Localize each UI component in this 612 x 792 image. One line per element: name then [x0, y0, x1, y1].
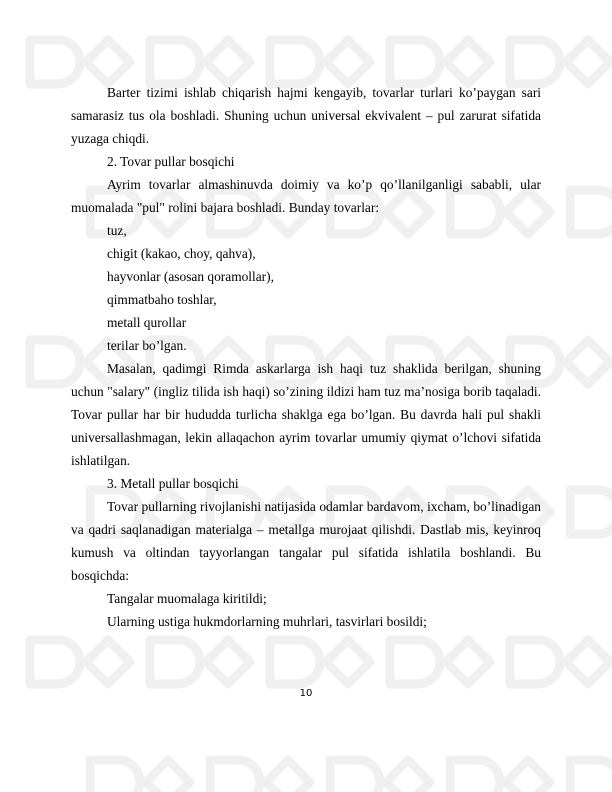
watermark-mark: [450, 760, 500, 792]
watermark-mark: [566, 40, 610, 84]
watermark-mark: [570, 190, 612, 234]
watermark-mark: [570, 760, 612, 792]
document-body: [71, 81, 541, 633]
watermark-mark: [270, 640, 320, 684]
paragraph-barter: Barter tizimi ishlab chiqarish hajmi kengayib, tovarlar turlari ko’paygan sari samarasiz tus ola boshladi. Shuning uchun universal ekvivalent – pul zarurat sifatida yuzaga chiqdi.: [71, 85, 541, 146]
list-item: terilar bo’lgan.: [107, 338, 187, 353]
watermark-mark: [566, 640, 610, 684]
heading-metall-pullar: 3. Metall pullar bosqichi: [107, 476, 239, 491]
paragraph-tovar-pullarning: Tovar pullarning rivojlanishi natijasida odamlar bardavom, ixcham, bo’linadigan va qadri saqlanadigan materialga – metallga murojaat qilishdi. Dastlab mis, keyinroq kumush va oltindan tayyorlangan tangalar pul sifatida ishlatila boshlandi. Bu bosqichda:: [71, 499, 541, 583]
paragraph-masalan: Masalan, qadimgi Rimda askarlarga ish haqi tuz shaklida berilgan, shuning uchun "salary" (ingliz tilida ish haqi) so’zining ildizi ham tuz ma’nosiga borib taqaladi. Tovar pullar har bir hududda turlicha shaklga ega bo’lgan. Bu davrda hali pul shakli universallashmagan, lekin allaqachon ayrim tovarlar umumiy qiymat o’lchovi sifatida ishlatilgan.: [71, 361, 541, 468]
watermark-mark: [446, 640, 490, 684]
watermark-mark: [270, 40, 320, 84]
list-item: hayvonlar (asosan qoramollar),: [107, 269, 274, 284]
page-number: 10: [299, 688, 313, 699]
watermark-mark: [210, 760, 260, 792]
list-item: metall qurollar: [107, 315, 187, 330]
watermark-mark: [326, 640, 370, 684]
heading-tovar-pullar: 2. Tovar pullar bosqichi: [107, 154, 235, 169]
list-item: qimmatbaho toshlar,: [107, 292, 217, 307]
watermark-mark: [150, 40, 200, 84]
watermark-mark: [30, 640, 80, 684]
watermark-mark: [90, 760, 140, 792]
watermark-mark: [446, 40, 490, 84]
watermark-mark: [146, 760, 190, 792]
paragraph-ayrim-tovarlar: Ayrim tovarlar almashinuvda doimiy va ko’p qo’llanilganligi sababli, ular muomalada "pul" rolini bajara boshladi. Bunday tovarlar:: [71, 177, 541, 215]
watermark-mark: [86, 640, 130, 684]
watermark-mark: [510, 40, 560, 84]
watermark-mark: [30, 40, 80, 84]
watermark-mark: [206, 640, 250, 684]
watermark-mark: [86, 40, 130, 84]
watermark-mark: [506, 760, 550, 792]
list-item: tuz,: [107, 223, 127, 238]
list-item: Ularning ustiga hukmdorlarning muhrlari, tasvirlari bosildi;: [107, 614, 427, 629]
list-item: Tangalar muomalaga kiritildi;: [107, 591, 267, 606]
watermark-mark: [570, 490, 612, 534]
watermark-mark: [150, 640, 200, 684]
watermark-mark: [326, 40, 370, 84]
watermark-mark: [330, 760, 380, 792]
watermark-mark: [390, 40, 440, 84]
list-item: chigit (kakao, choy, qahva),: [107, 246, 256, 261]
watermark-mark: [206, 40, 250, 84]
watermark-mark: [390, 640, 440, 684]
watermark-mark: [566, 340, 610, 384]
watermark-mark: [386, 760, 430, 792]
watermark-mark: [510, 640, 560, 684]
watermark-mark: [266, 760, 310, 792]
